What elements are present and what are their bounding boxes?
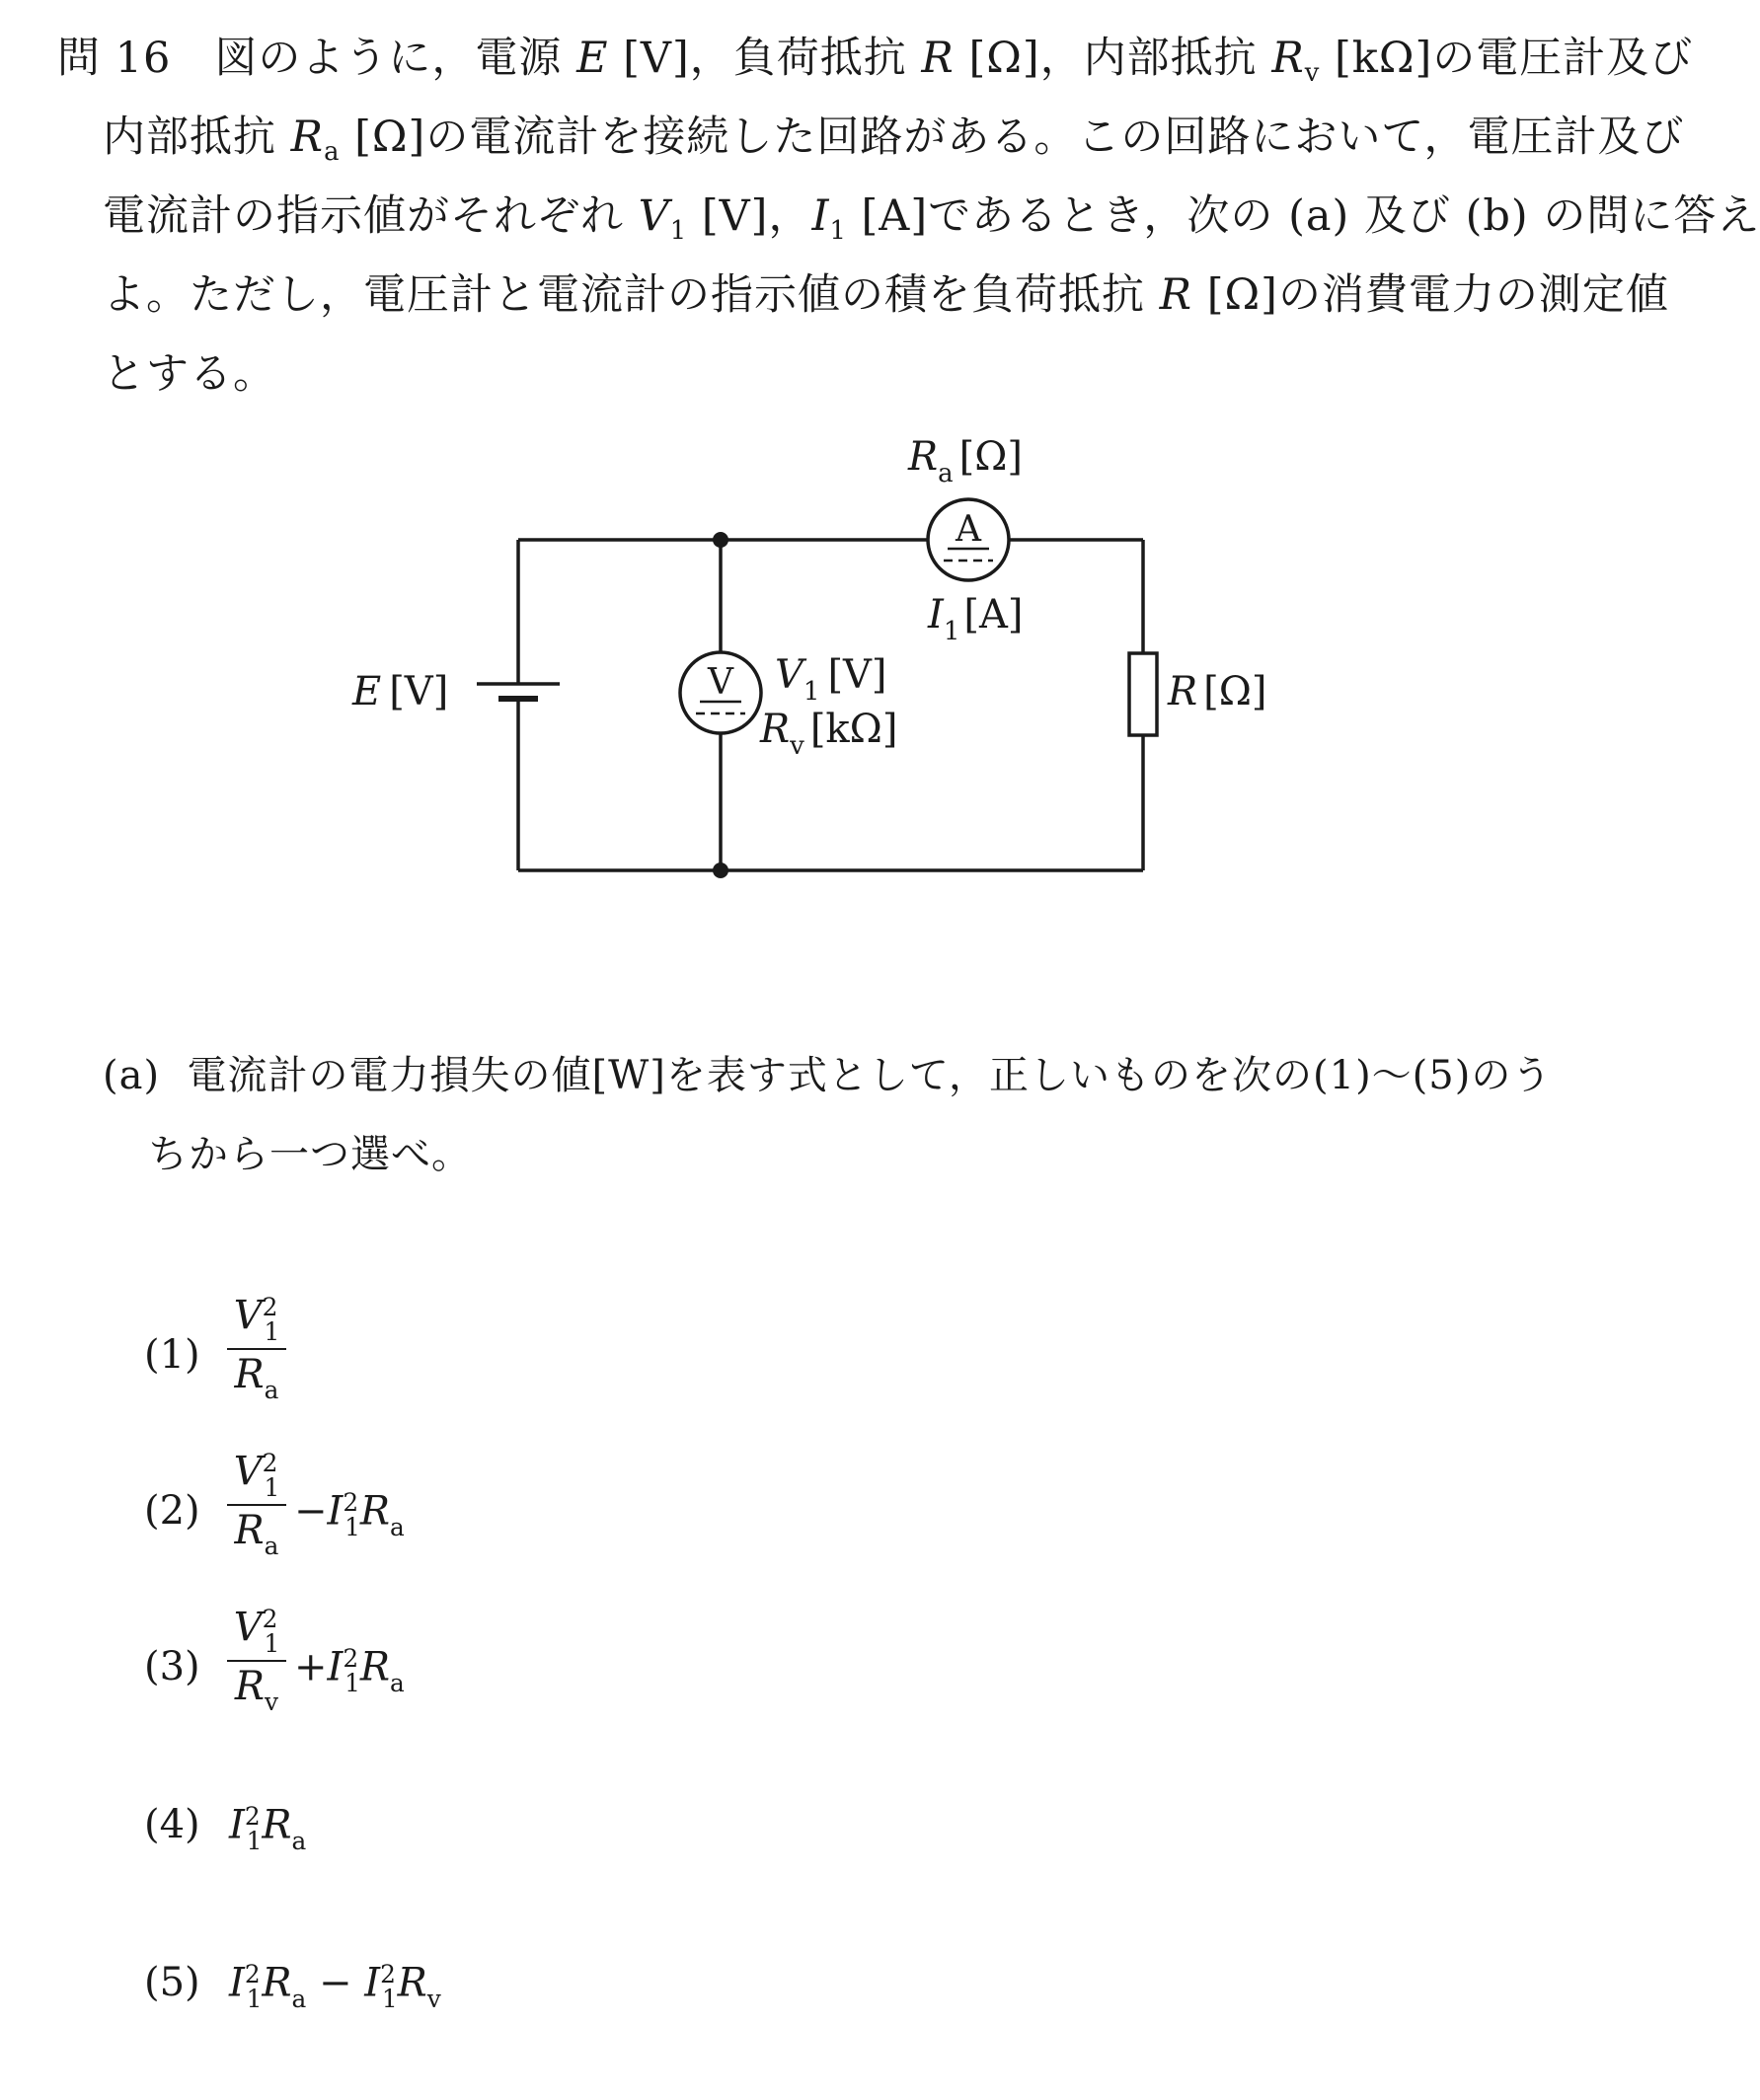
- option-4-label: (4): [144, 1802, 200, 1847]
- problem-line-1: 問 16 図のように，電源 E [V]，負荷抵抗 R [Ω]，内部抵抗 $R_v$ [kΩ]の電圧計及び: [57, 34, 1694, 89]
- option-2-fraction: $V^2_1$ $R_a$: [227, 1449, 286, 1560]
- option-1-fraction: $V^2_1$ $R_a$: [227, 1293, 286, 1404]
- label-I1: $I_1$ [A]: [928, 592, 1024, 646]
- option-5-expr: $I^2_1R_a - I^2_1R_v$: [229, 1960, 441, 2013]
- option-3-rest: $+I^2_1R_a$: [294, 1644, 405, 1697]
- problem-line-5: とする。: [103, 349, 276, 399]
- option-2-label: (2): [144, 1488, 200, 1534]
- voltmeter-icon: [680, 652, 761, 733]
- option-3-label: (3): [144, 1644, 200, 1689]
- label-E: E [V]: [352, 669, 449, 714]
- resistor-R: [1129, 653, 1157, 735]
- svg-text:A: A: [956, 509, 981, 550]
- question-a-line-2: ちから一つ選べ。: [148, 1132, 472, 1177]
- junction-top: [713, 532, 728, 548]
- problem-number: 問 16: [57, 34, 172, 83]
- option-5-label: (5): [144, 1960, 200, 2005]
- svg-text:V: V: [708, 662, 733, 703]
- option-1-label: (1): [144, 1332, 200, 1378]
- label-Rv: $R_v$ [kΩ]: [760, 707, 898, 761]
- option-4-expr: $I^2_1R_a$: [229, 1802, 307, 1855]
- option-3-fraction: $V^2_1$ $R_v$: [227, 1605, 286, 1716]
- ammeter-icon: [928, 499, 1009, 580]
- question-a-line-1: (a) 電流計の電力損失の値[W]を表す式として，正しいものを次の(1)～(5)のう: [103, 1053, 1553, 1098]
- problem-line-2: 内部抵抗 $R_a$ [Ω]の電流計を接続した回路がある。この回路において，電圧計及び: [103, 112, 1685, 168]
- label-V1: $V_1$ [V]: [775, 652, 887, 707]
- label-R: R [Ω]: [1168, 669, 1267, 714]
- problem-line-3: 電流計の指示値がそれぞれ $V_1$ [V]，$I_1$ [A]であるとき，次の (a) 及び (b) の問に答え: [103, 191, 1760, 247]
- problem-line-4: よ。ただし，電圧計と電流計の指示値の積を負荷抵抗 R [Ω]の消費電力の測定値: [103, 270, 1669, 320]
- question-a-label: (a): [103, 1053, 161, 1098]
- label-Ra: $R_a$ [Ω]: [908, 434, 1024, 488]
- junction-bottom: [713, 862, 728, 878]
- circuit-diagram: [0, 0, 1663, 947]
- option-2-rest: $-I^2_1R_a$: [294, 1488, 405, 1541]
